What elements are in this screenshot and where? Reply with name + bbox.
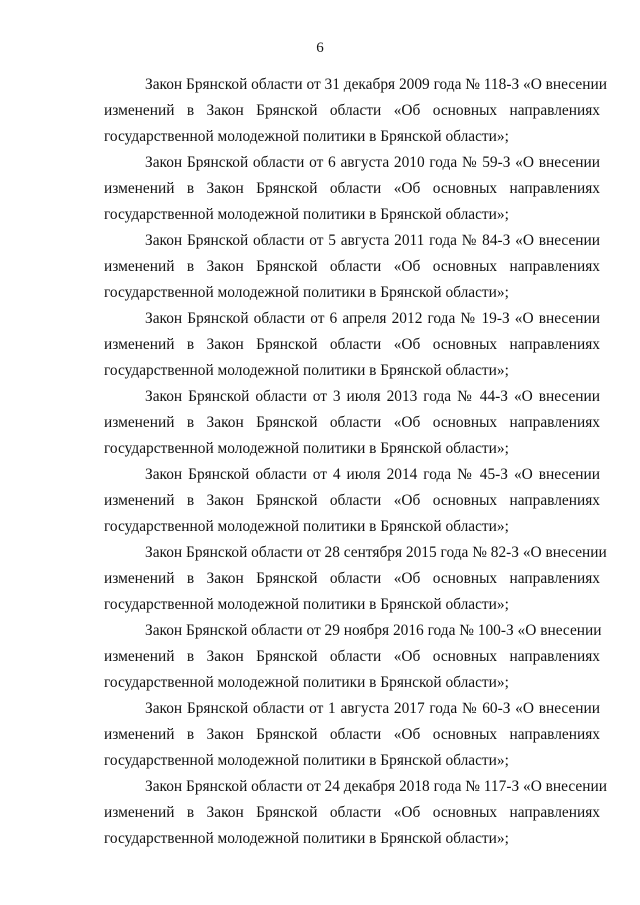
law-item-line: Закон Брянской области от 6 апреля 2012 года № 19-З «О внесении [145, 310, 600, 327]
law-item-line: Закон Брянской области от 29 ноября 2016 года № 100-З «О внесении [145, 622, 602, 639]
law-item [104, 618, 600, 696]
law-item-line: государственной молодежной политики в Брянской области»; [104, 596, 509, 613]
law-item-line: изменений в Закон Брянской области «Об основных направлениях [104, 258, 600, 275]
law-item-line: государственной молодежной политики в Брянской области»; [104, 674, 509, 691]
law-item-line: государственной молодежной политики в Брянской области»; [104, 128, 509, 145]
law-item-line: государственной молодежной политики в Брянской области»; [104, 830, 509, 847]
law-item-line: изменений в Закон Брянской области «Об основных направлениях [104, 492, 600, 509]
page-number: 6 [316, 40, 324, 56]
law-item-line: изменений в Закон Брянской области «Об основных направлениях [104, 804, 600, 821]
law-item [104, 540, 607, 618]
law-item-line: изменений в Закон Брянской области «Об основных направлениях [104, 414, 600, 431]
law-item-line: государственной молодежной политики в Брянской области»; [104, 752, 509, 769]
law-item-line: Закон Брянской области от 4 июля 2014 года № 45-З «О внесении [145, 466, 600, 483]
law-item-line: Закон Брянской области от 6 августа 2010 года № 59-З «О внесении [145, 154, 600, 171]
law-item-line: Закон Брянской области от 28 сентября 2015 года № 82-З «О внесении [145, 544, 607, 561]
law-item [104, 384, 600, 462]
law-item-line: Закон Брянской области от 31 декабря 2009 года № 118-З «О внесении [145, 76, 607, 93]
law-item-line: государственной молодежной политики в Брянской области»; [104, 284, 509, 301]
law-item-line: государственной молодежной политики в Брянской области»; [104, 518, 509, 535]
law-item-line: изменений в Закон Брянской области «Об основных направлениях [104, 336, 600, 353]
law-list [104, 72, 607, 852]
law-item [104, 462, 600, 540]
law-item-line: Закон Брянской области от 24 декабря 2018 года № 117-З «О внесении [145, 778, 607, 795]
law-item-line: Закон Брянской области от 1 августа 2017 года № 60-З «О внесении [145, 700, 600, 717]
law-item-line: изменений в Закон Брянской области «Об основных направлениях [104, 180, 600, 197]
law-item [104, 150, 600, 228]
law-item-line: государственной молодежной политики в Брянской области»; [104, 206, 509, 223]
law-item-line: государственной молодежной политики в Брянской области»; [104, 440, 509, 457]
law-item-line: государственной молодежной политики в Брянской области»; [104, 362, 509, 379]
law-item-line: изменений в Закон Брянской области «Об основных направлениях [104, 102, 600, 119]
law-item-line: изменений в Закон Брянской области «Об основных направлениях [104, 570, 600, 587]
law-item [104, 696, 600, 774]
law-item [104, 72, 607, 150]
law-item-line: Закон Брянской области от 3 июля 2013 года № 44-З «О внесении [145, 388, 600, 405]
law-item-line: Закон Брянской области от 5 августа 2011 года № 84-З «О внесении [145, 232, 600, 249]
law-item [104, 228, 600, 306]
law-item [104, 774, 607, 852]
law-item [104, 306, 600, 384]
law-item-line: изменений в Закон Брянской области «Об основных направлениях [104, 726, 600, 743]
law-item-line: изменений в Закон Брянской области «Об основных направлениях [104, 648, 600, 665]
